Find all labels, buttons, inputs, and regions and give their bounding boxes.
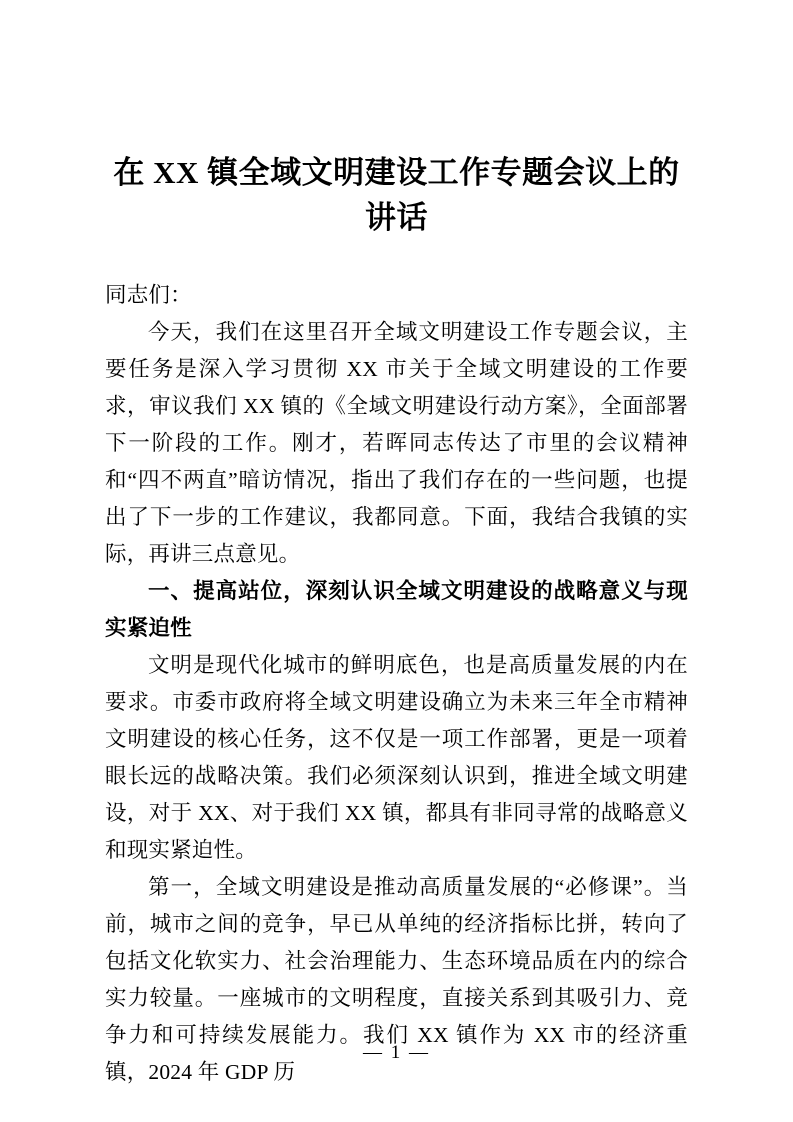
paragraph-point-first: 第一，全域文明建设是推动高质量发展的“必修课”。当前，城市之间的竞争，早已从单纯的经济指标比拼，转向了包括文化软实力、社会治理能力、生态环境品质在内的综合实力较量。一座城市的文明程度，直接关系到其吸引力、竞争力和可持续发展能力。我们 XX 镇作为 XX 市的经济重镇，2024 年 GDP 历	[105, 875, 688, 1084]
page-number: — 1 —	[363, 1042, 430, 1063]
document-title	[105, 150, 688, 240]
paragraph-section1-overview: 文明是现代化城市的鲜明底色，也是高质量发展的内在要求。市委市政府将全域文明建设确立为未来三年全市精神文明建设的核心任务，这不仅是一项工作部署，更是一项着眼长远的战略决策。我们必须深刻认识到，推进全域文明建设，对于 XX、对于我们 XX 镇，都具有非同寻常的战略意义和现实紧迫性。	[105, 653, 688, 862]
document-title-line1: 在 XX 镇全域文明建设工作专题会议上的	[113, 155, 680, 190]
paragraph-intro: 今天，我们在这里召开全域文明建设工作专题会议，主要任务是深入学习贯彻 XX 市关于全域文明建设的工作要求，审议我们 XX 镇的《全域文明建设行动方案》，全面部署下一阶段的工作。刚才，若晖同志传达了市里的会议精神和“四不两直”暗访情况，指出了我们存在的一些问题，也提出了下一步的工作建议，我都同意。下面，我结合我镇的实际，再讲三点意见。	[105, 320, 688, 566]
section-heading-1: 一、提高站位，深刻认识全域文明建设的战略意义与现实紧迫性	[105, 579, 688, 640]
document-title-line2: 讲话	[365, 200, 428, 235]
paragraph-salutation: 同志们：	[105, 283, 192, 307]
document-body	[105, 277, 688, 1091]
